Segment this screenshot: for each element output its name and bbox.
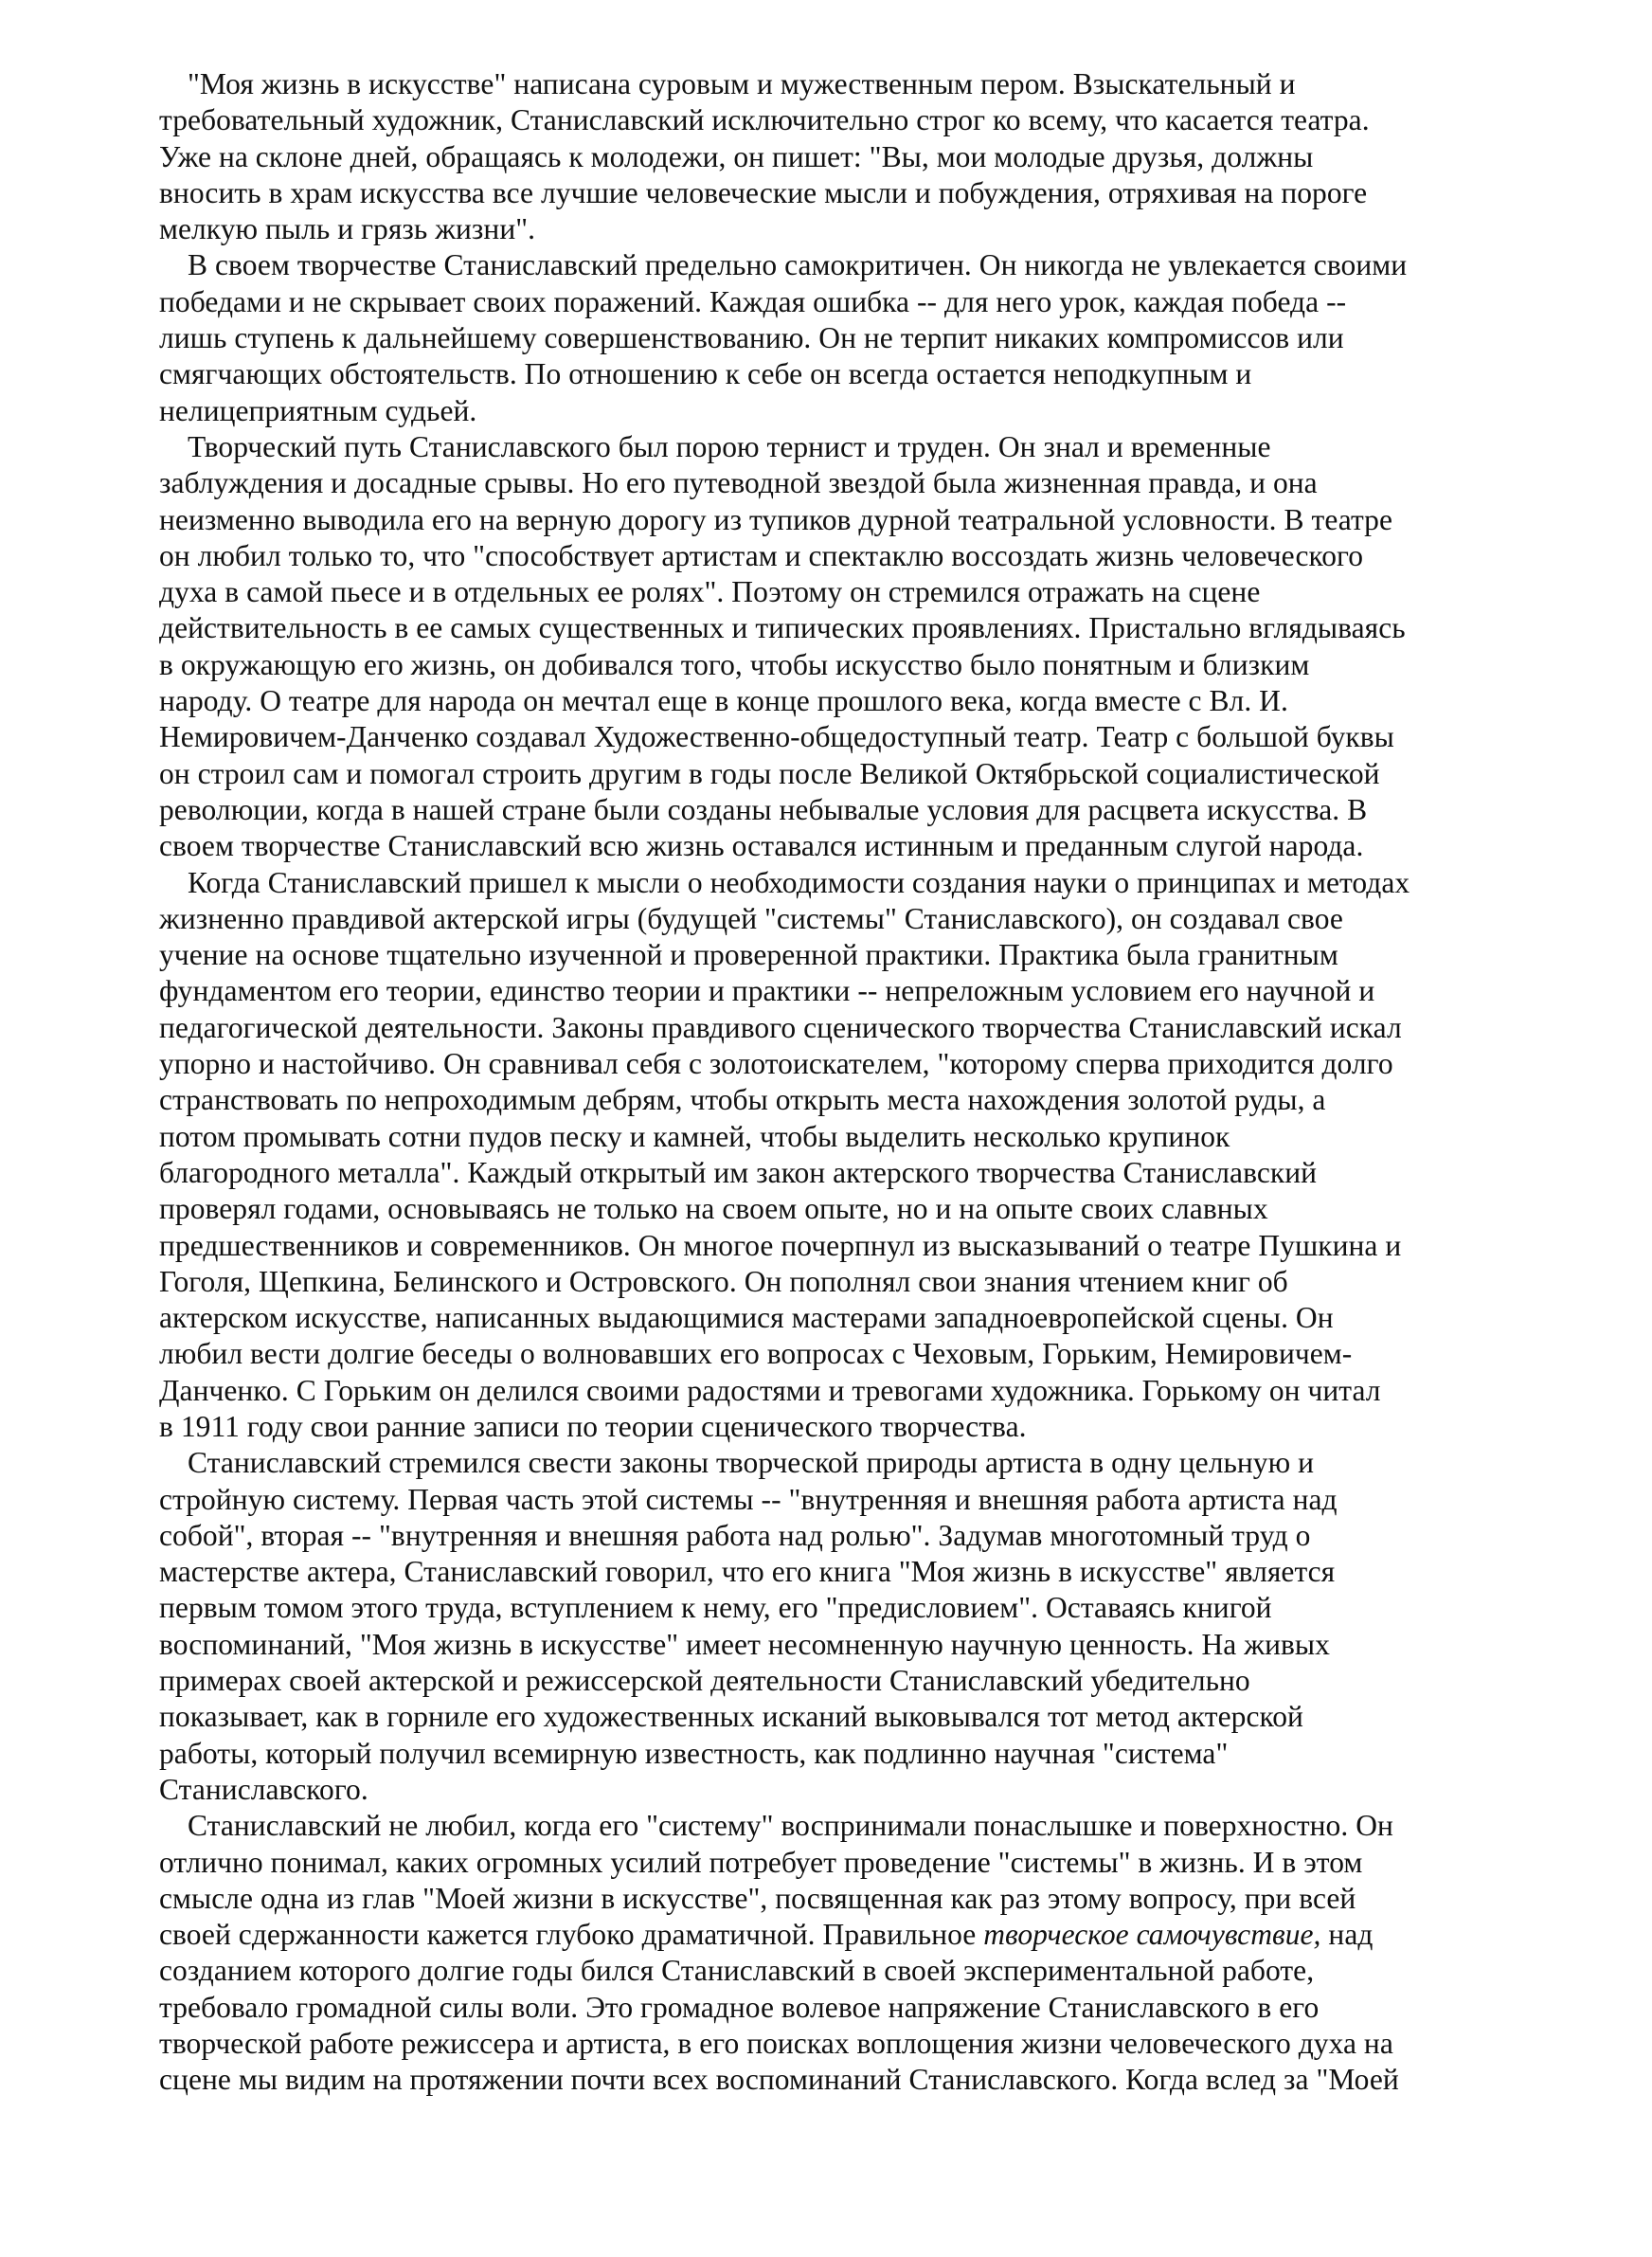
text-line: собой", вторая -- "внутренняя и внешняя работа над ролью". Задумав многотомный труд о xyxy=(159,1518,1311,1552)
text-line: предшественников и современников. Он многое почерпнул из высказываний о театре Пушкина и xyxy=(159,1228,1402,1262)
text-line: победами и не скрывает своих поражений. Каждая ошибка -- для него урок, каждая победа -- xyxy=(159,284,1347,318)
text-line: в 1911 году свои ранние записи по теории сценического творчества. xyxy=(159,1409,1027,1443)
text-line: смягчающих обстоятельств. По отношению к себе он всегда остается неподкупным и xyxy=(159,357,1252,391)
text-line: воспоминаний, "Моя жизнь в искусстве" имеет несомненную научную ценность. На живых xyxy=(159,1627,1330,1661)
text-line: жизненно правдивой актерской игры (будущей "системы" Станиславского), он создавал свое xyxy=(159,901,1343,935)
text-line: Станиславского. xyxy=(159,1772,368,1806)
text-line: Гоголя, Щепкина, Белинского и Островского. Он пополнял свои знания чтением книг об xyxy=(159,1264,1288,1298)
text-segment: над xyxy=(1320,1918,1374,1952)
paragraph-1 xyxy=(159,66,1504,247)
text-line: он строил сам и помогал строить другим в годы после Великой Октябрьской социалистической xyxy=(159,756,1380,790)
text-line: упорно и настойчиво. Он сравнивал себя с золотоискателем, "которому сперва приходится долго xyxy=(159,1047,1393,1081)
text-line: Станиславский не любил, когда его "систему" воспринимали понаслышке и поверхностно. Он xyxy=(188,1809,1393,1843)
paragraph-4 xyxy=(159,865,1504,1446)
text-line: в окружающую его жизнь, он добивался того, чтобы искусство было понятным и близким xyxy=(159,647,1310,681)
text-line: странствовать по непроходимым дебрям, чтобы открыть места нахождения золотой руды, а xyxy=(159,1083,1326,1117)
text-line: потом промывать сотни пудов песку и камней, чтобы выделить несколько крупинок xyxy=(159,1119,1230,1153)
text-line: отлично понимал, каких огромных усилий потребует проведение "системы" в жизнь. И в этом xyxy=(159,1845,1363,1879)
text-line: благородного металла". Каждый открытый им закон актерского творчества Станиславский xyxy=(159,1155,1318,1189)
text-line: фундаментом его теории, единство теории и практики -- непреложным условием его научной и xyxy=(159,974,1375,1008)
text-line-with-emphasis xyxy=(159,1917,1504,1953)
italic-term: творческое самочувствие, xyxy=(983,1918,1321,1952)
text-line: он любил только то, что "способствует артистам и спектаклю воссоздать жизнь человеческого xyxy=(159,538,1364,572)
text-line: действительность в ее самых существенных и типических проявлениях. Пристально вглядываясь xyxy=(159,611,1406,645)
text-line: учение на основе тщательно изученной и проверенной практики. Практика была гранитным xyxy=(159,938,1338,972)
text-line: нелицеприятным судьей. xyxy=(159,393,477,427)
text-line: показывает, как в горниле его художественных исканий выковывался тот метод актерской xyxy=(159,1700,1303,1734)
text-line: заблуждения и досадные срывы. Но его путеводной звездой была жизненная правда, и она xyxy=(159,466,1318,500)
text-line: требовало громадной силы воли. Это громадное волевое напряжение Станиславского в его xyxy=(159,1990,1320,2024)
text-line: вносить в храм искусства все лучшие человеческие мысли и побуждения, отряхивая на пороге xyxy=(159,175,1368,209)
paragraph-3 xyxy=(159,429,1504,865)
text-line: неизменно выводила его на верную дорогу из тупиков дурной театральной условности. В театре xyxy=(159,502,1392,536)
text-segment: своей сдержанности кажется глубоко драматичной. Правильное xyxy=(159,1918,984,1952)
text-line: стройную систему. Первая часть этой системы -- "внутренняя и внешняя работа артиста над xyxy=(159,1482,1338,1516)
text-line: требовательный художник, Станиславский исключительно строг ко всему, что касается театра. xyxy=(159,103,1370,137)
text-line: лишь ступень к дальнейшему совершенствованию. Он не терпит никаких компромиссов или xyxy=(159,321,1344,355)
text-line: созданием которого долгие годы бился Станиславский в своей экспериментальной работе, xyxy=(159,1954,1315,1988)
text-line: актерском искусстве, написанных выдающимися мастерами западноевропейской сцены. Он xyxy=(159,1301,1334,1335)
text-line: духа в самой пьесе и в отдельных ее ролях". Поэтому он стремился отражать на сцене xyxy=(159,575,1261,609)
text-line: первым томом этого труда, вступлением к нему, его "предисловием". Оставаясь книгой xyxy=(159,1591,1272,1625)
text-line: смысле одна из глав "Моей жизни в искусстве", посвященная как раз этому вопросу, при всей xyxy=(159,1881,1356,1915)
text-line: любил вести долгие беседы о волновавших его вопросах с Чеховым, Горьким, Немировичем- xyxy=(159,1337,1353,1371)
text-line: Немировичем-Данченко создавал Художественно-общедоступный театр. Театр с большой буквы xyxy=(159,720,1394,754)
text-line: педагогической деятельности. Законы правдивого сценического творчества Станиславский искал xyxy=(159,1010,1402,1044)
paragraph-2 xyxy=(159,247,1504,428)
text-line: работы, который получил всемирную известность, как подлинно научная "система" xyxy=(159,1736,1229,1770)
text-line: Уже на склоне дней, обращаясь к молодежи, он пишет: "Вы, мои молодые друзья, должны xyxy=(159,139,1314,173)
text-line: "Моя жизнь в искусстве" написана суровым и мужественным пером. Взыскательный и xyxy=(188,67,1296,100)
body-text xyxy=(159,66,1504,2099)
text-line: своем творчестве Станиславский всю жизнь оставался истинным и преданным слугой народа. xyxy=(159,829,1364,863)
text-line: Творческий путь Станиславского был порою тернист и труден. Он знал и временные xyxy=(188,429,1271,463)
paragraph-6 xyxy=(159,1808,1504,2098)
text-line: творческой работе режиссера и артиста, в его поисках воплощения жизни человеческого духа на xyxy=(159,2027,1393,2061)
text-line: революции, когда в нашей стране были созданы небывалые условия для расцвета искусства. В xyxy=(159,792,1368,826)
text-line: Данченко. С Горьким он делился своими радостями и тревогами художника. Горькому он читал xyxy=(159,1373,1381,1407)
text-line: примерах своей актерской и режиссерской деятельности Станиславский убедительно xyxy=(159,1664,1250,1698)
text-line: мелкую пыль и грязь жизни". xyxy=(159,212,536,246)
paragraph-5 xyxy=(159,1445,1504,1808)
text-line: Когда Станиславский пришел к мысли о необходимости создания науки о принципах и методах xyxy=(188,865,1410,899)
text-line: сцене мы видим на протяжении почти всех воспоминаний Станиславского. Когда вслед за "Моей xyxy=(159,2063,1399,2097)
text-line: проверял годами, основываясь не только на своем опыте, но и на опыте своих славных xyxy=(159,1192,1268,1226)
text-line: В своем творчестве Станиславский предельно самокритичен. Он никогда не увлекается своими xyxy=(188,248,1408,282)
text-line: народу. О театре для народа он мечтал еще в конце прошлого века, когда вместе с Вл. И. xyxy=(159,684,1288,718)
text-line: Станиславский стремился свести законы творческой природы артиста в одну цельную и xyxy=(188,1446,1315,1480)
text-line: мастерстве актера, Станиславский говорил, что его книга "Моя жизнь в искусстве" является xyxy=(159,1555,1336,1589)
